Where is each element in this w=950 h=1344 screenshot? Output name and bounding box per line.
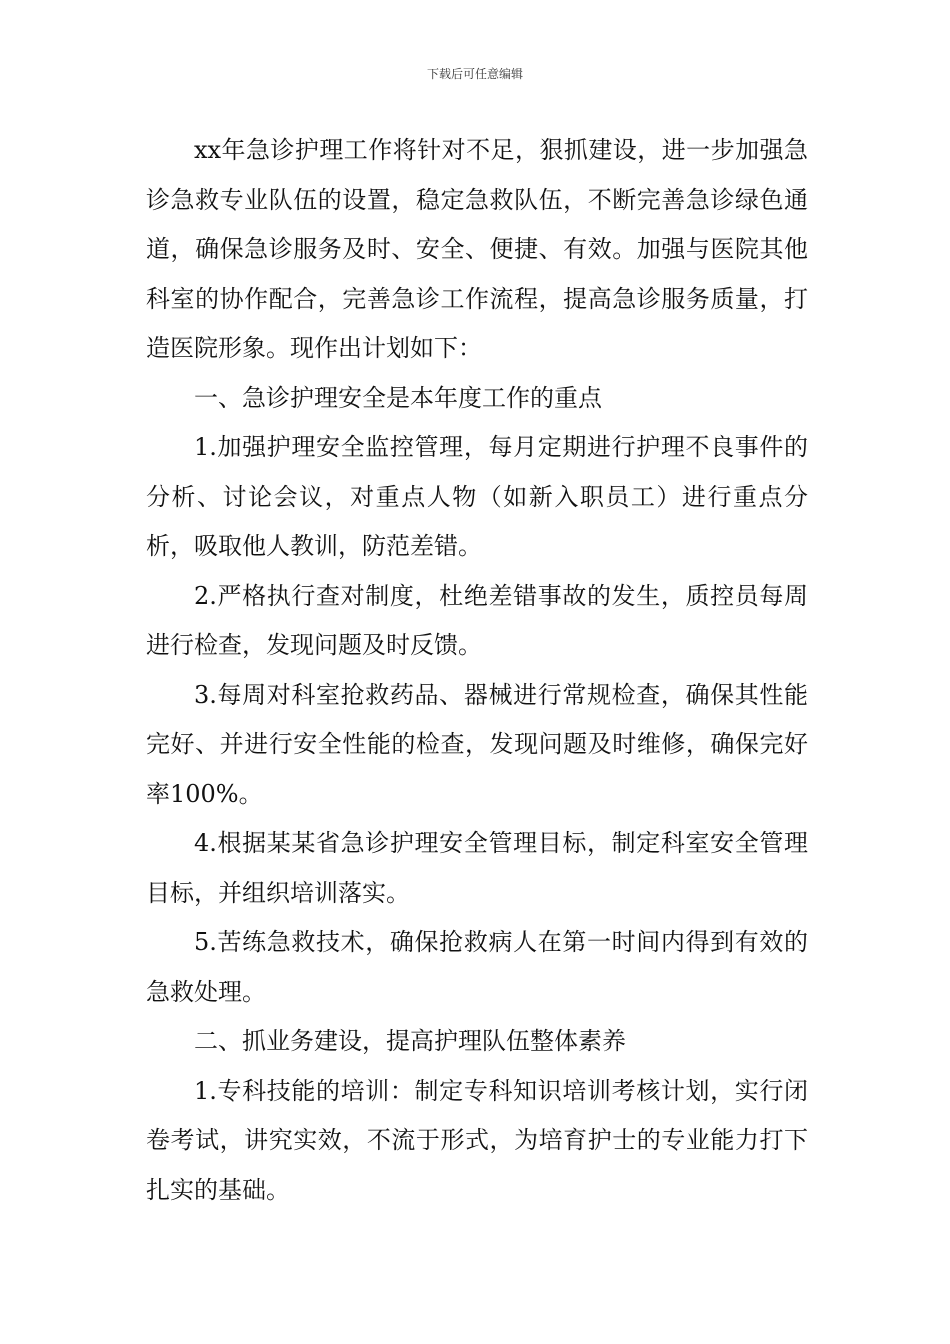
page-header-note: 下载后可任意编辑 bbox=[426, 67, 523, 81]
list-item: 4.根据某某省急诊护理安全管理目标，制定科室安全管理目标，并组织培训落实。 bbox=[146, 829, 808, 907]
list-item: 1.加强护理安全监控管理，每月定期进行护理不良事件的分析、讨论会议，对重点人物（如新入职员工）进行重点分析，吸取他人教训，防范差错。 bbox=[146, 433, 808, 560]
list-item: 3.每周对科室抢救药品、器械进行常规检查，确保其性能完好、并进行安全性能的检查，发现问题及时维修，确保完好率100%。 bbox=[146, 680, 808, 808]
list-item: 2.严格执行查对制度，杜绝差错事故的发生，质控员每周进行检查，发现问题及时反馈。 bbox=[146, 581, 808, 659]
intro-paragraph: xx年急诊护理工作将针对不足，狠抓建设，进一步加强急诊急救专业队伍的设置，稳定急救队伍，不断完善急诊绿色通道，确保急诊服务及时、安全、便捷、有效。加强与医院其他科室的协作配合，完善急诊工作流程，提高急诊服务质量，打造医院形象。现作出计划如下： bbox=[146, 136, 808, 362]
section-heading-2: 二、抓业务建设，提高护理队伍整体素养 bbox=[194, 1027, 626, 1055]
document-body bbox=[146, 126, 808, 1215]
list-item: 1.专科技能的培训：制定专科知识培训考核计划，实行闭卷考试，讲究实效，不流于形式，为培育护士的专业能力打下扎实的基础。 bbox=[146, 1076, 808, 1204]
section-heading-1: 一、急诊护理安全是本年度工作的重点 bbox=[194, 383, 602, 412]
list-item: 5.苦练急救技术，确保抢救病人在第一时间内得到有效的急救处理。 bbox=[146, 928, 808, 1006]
